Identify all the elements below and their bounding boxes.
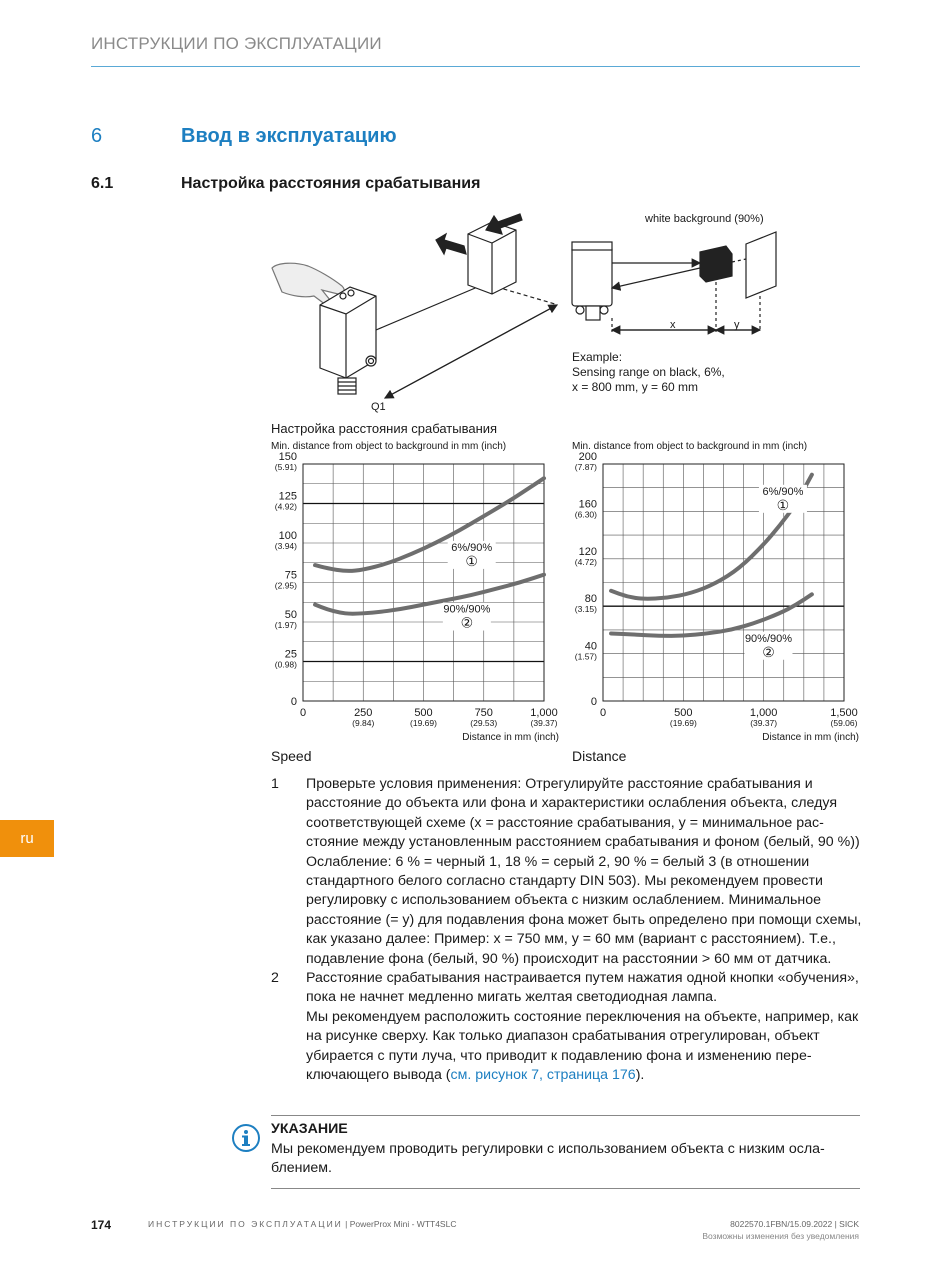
background-illustration bbox=[572, 232, 776, 332]
x-tick-label: 1,000 bbox=[749, 707, 778, 719]
x-tick-label: 500 bbox=[414, 707, 433, 719]
footer-doc-title bbox=[148, 1219, 456, 1229]
note-title: УКАЗАНИЕ bbox=[271, 1121, 348, 1137]
output-label: Q1 bbox=[371, 401, 386, 413]
y-tick-sublabel: (6.30) bbox=[574, 509, 597, 520]
instruction-steps bbox=[271, 775, 863, 1086]
x-tick-label: 750 bbox=[474, 707, 493, 719]
chart-caption: Настройка расстояния срабатывания bbox=[271, 421, 498, 436]
x-tick-sublabel: (19.69) bbox=[669, 718, 697, 728]
y-dimension-label: y bbox=[734, 319, 740, 331]
step-number: 1 bbox=[271, 776, 279, 792]
x-tick-sublabel: (39.37) bbox=[530, 718, 558, 728]
page-number: 174 bbox=[91, 1218, 112, 1232]
x-tick-sublabel: (29.53) bbox=[470, 718, 498, 728]
series-marker: ① bbox=[776, 496, 790, 513]
chart-distance-xlabel: Distance in mm (inch) bbox=[762, 732, 859, 743]
y-tick-label: 100 bbox=[278, 530, 297, 542]
step-text-2 bbox=[306, 1008, 863, 1086]
chart-speed-caption: Speed bbox=[271, 748, 312, 764]
y-tick-label: 40 bbox=[584, 640, 597, 653]
step-2 bbox=[271, 969, 863, 1085]
example-line-3: x = 800 mm, y = 60 mm bbox=[572, 380, 699, 394]
footer-doc-left: ИНСТРУКЦИИ ПО ЭКСПЛУАТАЦИИ bbox=[148, 1219, 343, 1229]
y-tick-label: 50 bbox=[284, 609, 297, 621]
example-line-1: Example: bbox=[572, 350, 623, 364]
series-label: 90%/90% bbox=[443, 603, 491, 616]
series-marker: ② bbox=[762, 643, 775, 660]
y-tick-sublabel: (7.87) bbox=[574, 462, 597, 472]
y-tick-sublabel: (1.57) bbox=[574, 651, 597, 662]
series-label: 6%/90% bbox=[451, 541, 493, 554]
language-tab[interactable]: ru bbox=[0, 820, 54, 857]
x-tick-sublabel: (9.84) bbox=[352, 718, 375, 728]
figure-reference-link[interactable]: см. рисунок 7, страница 176 bbox=[450, 1067, 636, 1084]
x-tick-label: 1,000 bbox=[530, 707, 558, 719]
x-tick-label: 0 bbox=[299, 707, 307, 719]
series-line-2 bbox=[315, 575, 544, 614]
chart-speed bbox=[271, 441, 559, 764]
subsection-number: 6.1 bbox=[91, 175, 114, 192]
section-title: Ввод в эксплуатацию bbox=[181, 125, 397, 147]
info-icon bbox=[231, 1123, 261, 1153]
figure bbox=[262, 205, 862, 775]
x-tick-label: 250 bbox=[354, 707, 373, 719]
chart-distance-ylabel: Min. distance from object to background in mm (inch) bbox=[572, 441, 808, 452]
x-dimension-label: x bbox=[670, 319, 676, 331]
y-tick-label: 0 bbox=[590, 696, 597, 708]
example-line-2: Sensing range on black, 6%, bbox=[572, 365, 725, 379]
footer-notice: Возможны изменения без уведомления bbox=[702, 1231, 859, 1241]
y-tick-sublabel: (2.95) bbox=[274, 580, 297, 591]
y-tick-label: 80 bbox=[584, 593, 597, 606]
y-tick-label: 120 bbox=[578, 545, 597, 558]
sensor-illustration bbox=[272, 214, 557, 398]
x-tick-sublabel: (59.06) bbox=[830, 718, 858, 728]
y-tick-label: 0 bbox=[290, 696, 297, 708]
series-label: 6%/90% bbox=[762, 485, 804, 498]
header-divider bbox=[91, 66, 860, 67]
y-tick-sublabel: (3.94) bbox=[274, 541, 297, 551]
y-tick-sublabel: (0.98) bbox=[274, 659, 297, 670]
x-tick-label: 0 bbox=[599, 707, 607, 719]
x-tick-label: 500 bbox=[674, 707, 693, 719]
series-label: 90%/90% bbox=[744, 632, 793, 645]
y-tick-sublabel: (1.97) bbox=[274, 620, 297, 630]
y-tick-label: 200 bbox=[578, 451, 597, 463]
note-divider-top bbox=[271, 1115, 860, 1116]
chart-speed-xlabel: Distance in mm (inch) bbox=[462, 732, 559, 743]
subsection-title: Настройка расстояния срабатывания bbox=[181, 175, 481, 192]
header-title: ИНСТРУКЦИИ ПО ЭКСПЛУАТАЦИИ bbox=[91, 34, 382, 53]
series-line-1 bbox=[315, 478, 544, 571]
footer-doc-right: | PowerProx Mini - WTT4SLC bbox=[342, 1219, 457, 1229]
step-text-2b: ). bbox=[635, 1067, 645, 1084]
y-tick-sublabel: (5.91) bbox=[274, 462, 297, 472]
x-tick-sublabel: (39.37) bbox=[750, 718, 778, 728]
y-tick-label: 160 bbox=[578, 498, 597, 511]
step-1 bbox=[271, 775, 863, 969]
y-tick-sublabel: (3.15) bbox=[574, 604, 597, 615]
y-tick-label: 25 bbox=[284, 648, 297, 661]
series-marker: ② bbox=[460, 614, 474, 631]
step-text-2a: Мы рекомендуем расположить состояние переключения на объекте, например, как на рисунке сверху. Как только диапазон срабатывания отрегулирован, объект убирается с пути луча, что приводит к подавлению фона и изменению переключающего вывода ( bbox=[306, 1008, 859, 1084]
white-background-label: white background (90%) bbox=[645, 213, 764, 225]
y-tick-label: 75 bbox=[284, 569, 297, 582]
x-tick-sublabel: (19.69) bbox=[410, 718, 437, 728]
footer-doc-code: 8022570.1FBN/15.09.2022 | SICK bbox=[730, 1219, 859, 1229]
y-tick-label: 125 bbox=[278, 490, 297, 503]
step-text: Расстояние срабатывания настраивается путем нажатия одной кнопки «обучения», пока не начнет медленно мигать желтая светодиодная лампа. bbox=[306, 970, 859, 1006]
series-marker: ① bbox=[465, 552, 478, 569]
chart-distance-caption: Distance bbox=[572, 748, 627, 764]
y-tick-sublabel: (4.72) bbox=[574, 556, 597, 567]
chart-speed-ylabel: Min. distance from object to background in mm (inch) bbox=[271, 441, 507, 452]
note-divider-bottom bbox=[271, 1188, 860, 1189]
step-number: 2 bbox=[271, 970, 279, 987]
section-number: 6 bbox=[91, 125, 103, 147]
note-text: Мы рекомендуем проводить регулировки с использованием объекта с низким ослаблением. bbox=[271, 1141, 825, 1177]
step-text: Проверьте условия применения: Отрегулируйте расстояние срабатывания и расстояние до объекта или фона и характеристики ослабления объекта, следуя соответствующей схеме (x = расстояние срабатывания, y = минимальное расстояние между установленным расстоянием срабатывания и фоном (белый, 90 %)) Ослабление: 6 % = черный 1, 18 % = серый 2, 90 % = белый 3 (в отношении стандартного белого согласно стандарту DIN 503). Мы рекомендуем провести регулировку с использованием объекта с низким ослаблением. Минимальное расстояние (= y) для подавления фона может быть определено при помощи схемы, как указано далее: Пример: x = 750 мм, y = 60 мм (вариант с расстоянием). Т.е., подавление фона (белый, 90 %) происходит на расстоянии > 60 мм от датчика. bbox=[306, 776, 862, 967]
x-tick-label: 1,500 bbox=[830, 707, 858, 719]
chart-distance bbox=[572, 441, 859, 764]
y-tick-sublabel: (4.92) bbox=[274, 501, 297, 512]
y-tick-label: 150 bbox=[278, 451, 297, 463]
